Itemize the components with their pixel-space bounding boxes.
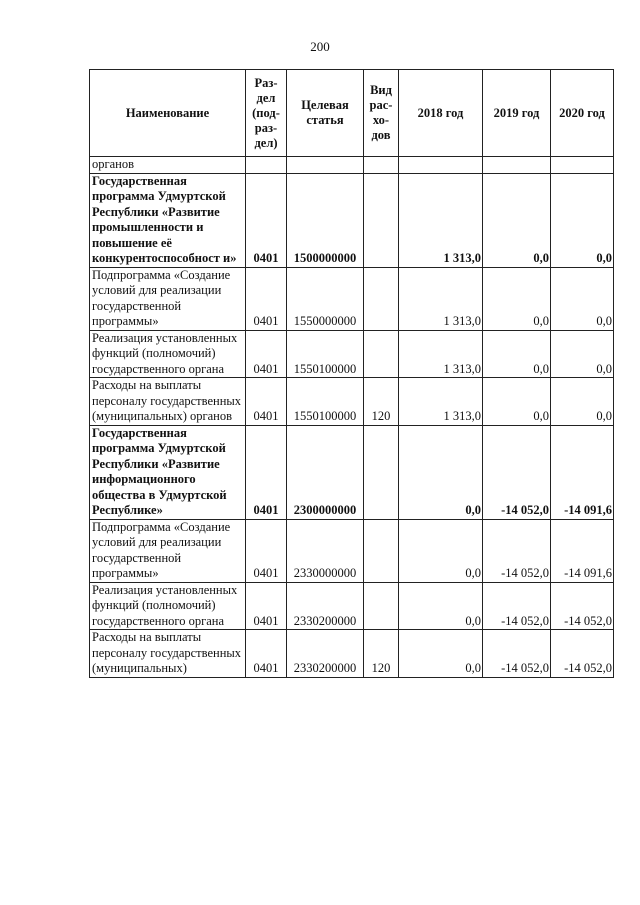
header-2020: 2020 год [551,70,614,157]
row-2018: 0,0 [399,425,483,519]
row-kind: 120 [364,630,399,678]
row-2018: 1 313,0 [399,267,483,330]
row-target: 1500000000 [287,173,364,267]
table-row [90,157,614,174]
row-2018 [399,157,483,174]
row-name: Подпрограмма «Создание условий для реализации государственной программы» [90,267,246,330]
row-kind [364,519,399,582]
row-kind: 120 [364,378,399,426]
row-2018: 1 313,0 [399,378,483,426]
row-target: 1550000000 [287,267,364,330]
table-row [90,630,614,678]
row-section: 0401 [246,519,287,582]
budget-table [89,69,614,678]
row-2020: -14 091,6 [551,519,614,582]
row-2018: 0,0 [399,630,483,678]
table-row [90,378,614,426]
row-section: 0401 [246,378,287,426]
row-2019: 0,0 [483,330,551,378]
row-2020: -14 052,0 [551,582,614,630]
row-2019: 0,0 [483,378,551,426]
row-2019: -14 052,0 [483,582,551,630]
row-kind [364,425,399,519]
row-name: Государственная программа Удмуртской Республики «Развитие промышленности и повышение её конкурентоспособност и» [90,173,246,267]
table-row [90,173,614,267]
row-target [287,157,364,174]
row-kind [364,173,399,267]
table-row [90,267,614,330]
row-section: 0401 [246,173,287,267]
row-2020: -14 091,6 [551,425,614,519]
table-row [90,519,614,582]
row-section: 0401 [246,330,287,378]
row-kind [364,267,399,330]
row-2019: -14 052,0 [483,630,551,678]
row-name: Подпрограмма «Создание условий для реализации государственной программы» [90,519,246,582]
row-name: Реализация установленных функций (полномочий) государственного органа [90,582,246,630]
row-target: 2300000000 [287,425,364,519]
row-target: 2330200000 [287,630,364,678]
row-section [246,157,287,174]
row-section: 0401 [246,425,287,519]
row-2018: 1 313,0 [399,173,483,267]
table-row [90,582,614,630]
header-target: Целевая статья [287,70,364,157]
row-2020: 0,0 [551,330,614,378]
row-2018: 1 313,0 [399,330,483,378]
row-name: органов [90,157,246,174]
header-2019: 2019 год [483,70,551,157]
row-2020: 0,0 [551,378,614,426]
row-name: Реализация установленных функций (полномочий) государственного органа [90,330,246,378]
row-name: Расходы на выплаты персоналу государственных (муниципальных) органов [90,378,246,426]
row-target: 2330200000 [287,582,364,630]
row-name: Государственная программа Удмуртской Республики «Развитие информационного общества в Удмуртской Республике» [90,425,246,519]
header-section: Раз- дел (под- раз- дел) [246,70,287,157]
row-2019 [483,157,551,174]
row-section: 0401 [246,267,287,330]
row-section: 0401 [246,582,287,630]
header-2018: 2018 год [399,70,483,157]
header-row [90,70,614,157]
row-name: Расходы на выплаты персоналу государственных (муниципальных) [90,630,246,678]
row-kind [364,330,399,378]
page-number: 200 [310,39,330,54]
row-2019: -14 052,0 [483,519,551,582]
row-2019: 0,0 [483,267,551,330]
row-kind [364,157,399,174]
row-2020: 0,0 [551,173,614,267]
row-2020: 0,0 [551,267,614,330]
header-kind: Вид рас- хо- дов [364,70,399,157]
row-2020: -14 052,0 [551,630,614,678]
row-2018: 0,0 [399,582,483,630]
row-target: 1550100000 [287,378,364,426]
row-section: 0401 [246,630,287,678]
row-target: 2330000000 [287,519,364,582]
row-2018: 0,0 [399,519,483,582]
header-name: Наименование [90,70,246,157]
row-target: 1550100000 [287,330,364,378]
table-row [90,330,614,378]
row-2020 [551,157,614,174]
row-2019: -14 052,0 [483,425,551,519]
table-row [90,425,614,519]
row-2019: 0,0 [483,173,551,267]
row-kind [364,582,399,630]
